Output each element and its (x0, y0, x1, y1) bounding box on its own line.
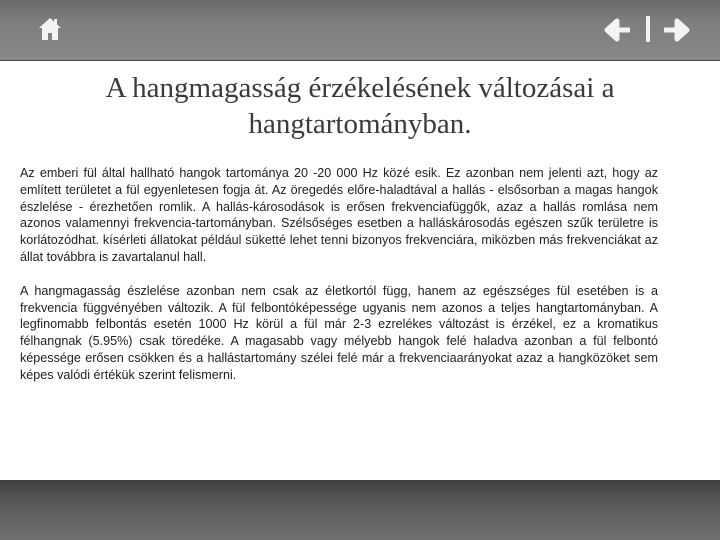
paragraph: A hangmagasság észlelése azonban nem csak az életkortól függ, hanem az egészséges fül esetében is a frekvencia függvényében változik. A fül felbontóképessége ugyanis nem azonos a teljes hangtartományban. A legfinomabb felbontás esetén 1000 Hz körül a fül már 2-3 ezrelékes változást is érzékel, ez a kromatikus félhangnak (5.95%) csak töredéke. A magasabb vagy mélyebb hangok felé haladva azonban a fül felbontó képessége erősen csökken és a hallástartomány szélei felé már a frekvenciaarányokat azaz a hangközöket sem képes valódi értékük szerint felismerni. (20, 283, 658, 382)
nav-divider (646, 16, 650, 42)
bottom-bar (0, 480, 720, 540)
arrow-left-icon[interactable] (604, 18, 632, 42)
paragraph: Az emberi fül által hallható hangok tartománya 20 -20 000 Hz közé esik. Ez azonban nem jelenti azt, hogy az említett területet a fül egyenletesen fogja át. Az öregedés előre-haladtával a hallás - elsősorban a magas hangok észlelése - érezhetően romlik. A hallás-károsodások is erősen frekvenciafüggők, azaz a hallás romlása nem azonos valamennyi frekvencia-tartományban. Szélsőséges esetben a halláskárosodás egészen szűk területre is korlátozódhat. kísérleti állatokat például süketté lehet tenni bizonyos frekvenciára, miközben más frekvenciákat az állat továbbra is zavartalanul hall. (20, 166, 658, 264)
top-navigation-bar (0, 0, 720, 61)
home-icon[interactable] (38, 16, 62, 42)
arrow-right-icon[interactable] (662, 18, 690, 42)
slide-body (20, 165, 658, 401)
slide-title: A hangmagasság érzékelésének változásai a hangtartományban. (105, 72, 615, 140)
